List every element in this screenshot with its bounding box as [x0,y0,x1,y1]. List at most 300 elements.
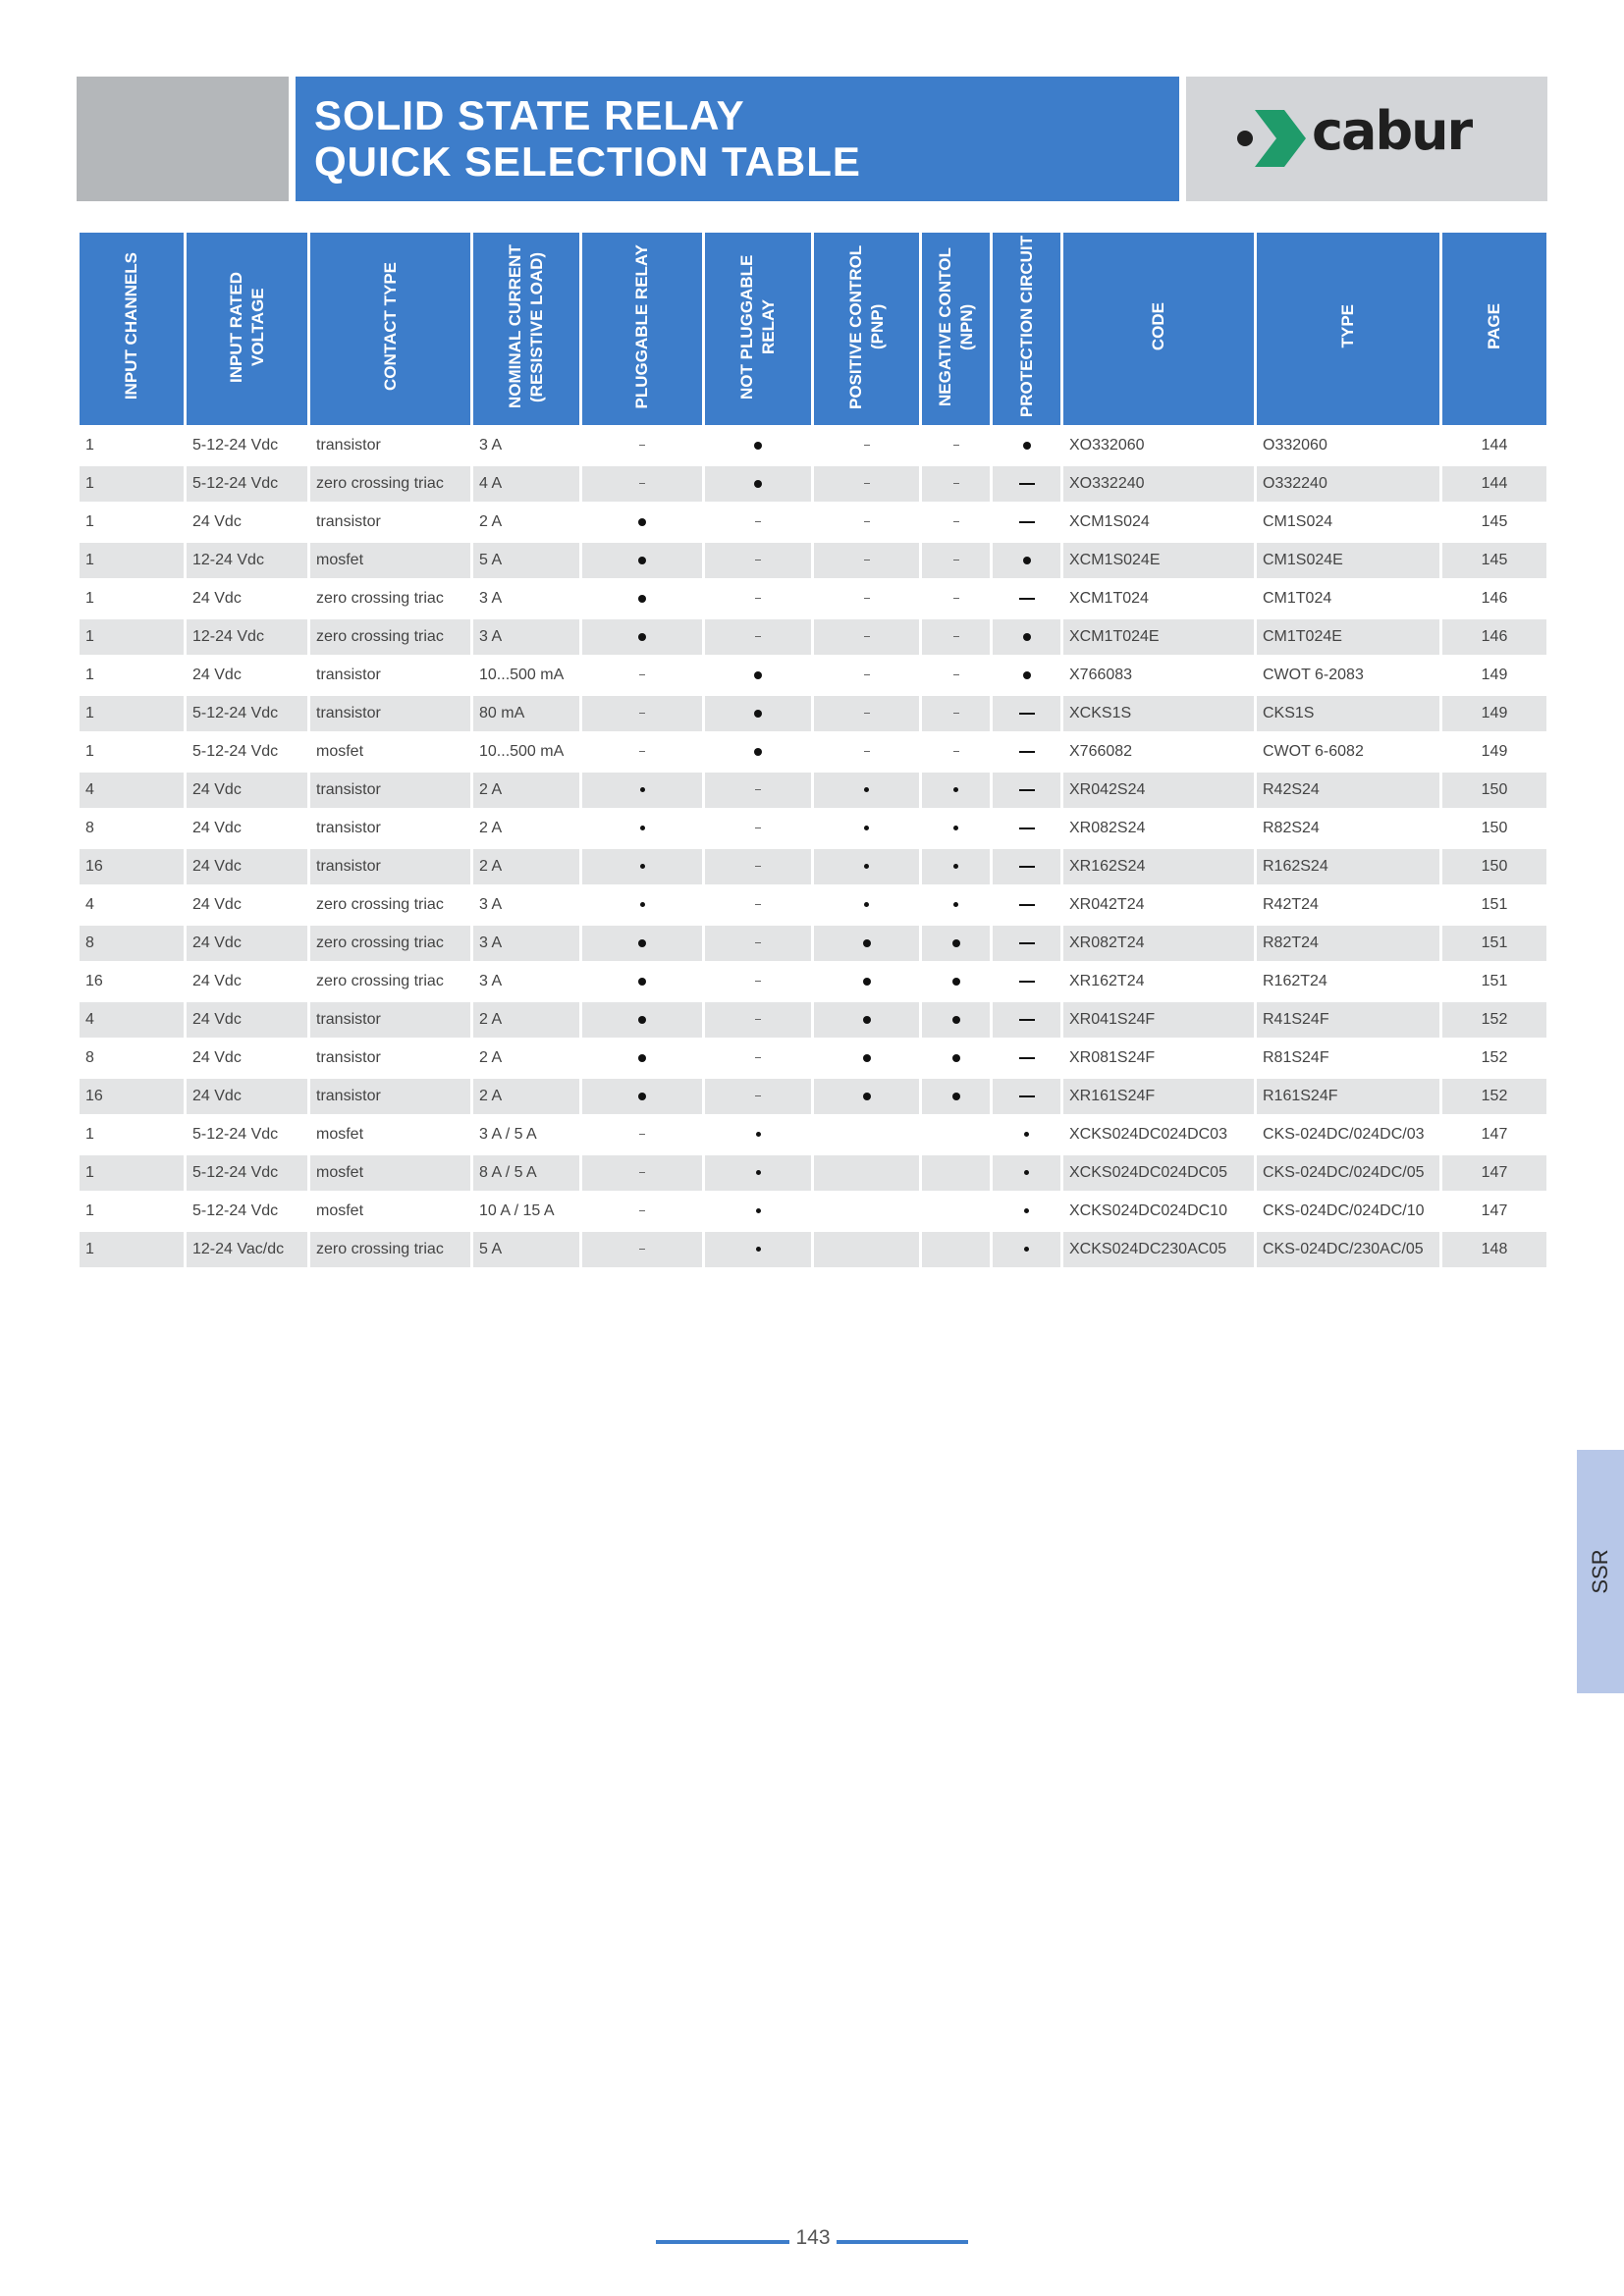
bullet-mark [756,1247,761,1252]
table-row [80,926,1546,961]
table-row [80,1002,1546,1038]
cell-plug [582,658,702,693]
cell-pnp [814,1155,919,1191]
cell-pnp [814,1002,919,1038]
cell-type: CM1S024E [1257,543,1439,578]
table-row [80,773,1546,808]
cell-contact: mosfet [310,1155,470,1191]
cell-ch: 8 [85,820,94,836]
cell-notplug [705,964,811,999]
bullet-mark [754,480,762,488]
cell-plug [582,619,702,655]
dash-mark [864,598,870,599]
cell-type: R162T24 [1263,973,1327,989]
cell-notplug [705,926,811,961]
cell-ch: 1 [80,1155,184,1191]
cell-code: XCM1S024 [1069,513,1150,530]
cell-current: 10...500 mA [479,743,565,760]
cell-ch: 4 [80,1002,184,1038]
cell-ch: 1 [80,1232,184,1267]
bullet-mark [640,787,645,792]
cell-ch: 4 [85,896,94,913]
footer-line-left [656,2240,789,2244]
col-header: NOT PLUGGABLE RELAY [705,233,811,425]
dash-mark [953,598,959,599]
dash-mark [639,1249,645,1250]
cell-npn [922,1079,990,1114]
cell-page: 146 [1481,590,1508,607]
col-header: INPUT RATED VOLTAGE [187,233,307,425]
cell-code: XCKS024DC024DC05 [1063,1155,1254,1191]
cell-contact: zero crossing triac [316,896,444,913]
cell-volt: 24 Vdc [192,513,242,530]
cell-page: 147 [1481,1202,1508,1219]
cell-npn [922,811,990,846]
cell-volt: 5-12-24 Vdc [192,743,279,760]
section-tab-label: SSR [1588,1549,1612,1594]
table-row [80,849,1546,884]
cell-ch: 1 [80,543,184,578]
cell-ch: 16 [80,849,184,884]
cell-prot [993,658,1060,693]
cell-prot [993,849,1060,884]
cell-code: XR082S24 [1069,820,1146,836]
cell-type: R161S24F [1257,1079,1439,1114]
cell-volt: 24 Vdc [192,667,242,683]
cell-ch: 4 [80,773,184,808]
title-line-2: QUICK SELECTION TABLE [314,138,861,185]
cell-type: CM1S024 [1263,513,1333,530]
dash-mark [953,751,959,752]
bullet-mark [756,1208,761,1213]
cell-contact: zero crossing triac [316,973,444,989]
cell-page: 145 [1442,543,1546,578]
bullet-mark [863,1016,871,1024]
cell-plug [582,1079,702,1114]
dash-mark [755,789,761,790]
dash-mark [864,636,870,637]
table-row [80,734,1546,770]
cell-prot [993,505,1060,540]
cell-notplug [705,696,811,731]
cell-prot [993,926,1060,961]
cell-code: XCM1T024 [1069,590,1149,607]
cell-page: 145 [1481,513,1508,530]
cell-plug [582,1002,702,1038]
cell-code: XR082T24 [1063,926,1254,961]
col-header: POSITIVE CONTROL (PNP) [814,233,919,425]
section-tab [1577,1450,1624,1693]
cell-current: 2 A [473,1002,579,1038]
cell-page: 152 [1442,1079,1546,1114]
cell-page: 149 [1442,696,1546,731]
cell-plug [582,926,702,961]
cell-type: CWOT 6-6082 [1263,743,1364,760]
cell-notplug [705,1079,811,1114]
cell-contact: zero crossing triac [316,590,444,607]
cell-current: 10...500 mA [479,667,565,683]
cell-code: XCKS1S [1063,696,1254,731]
bullet-mark [863,1093,871,1100]
cell-prot [993,811,1060,846]
cell-type: R82S24 [1263,820,1320,836]
dash-mark [953,483,959,484]
bullet-mark [953,864,958,869]
cell-pnp [814,619,919,655]
cell-code: XCKS024DC024DC10 [1069,1202,1227,1219]
cell-ch: 1 [80,696,184,731]
dash-mark [1019,789,1035,791]
cell-volt: 5-12-24 Vdc [187,696,307,731]
bullet-mark [754,748,762,756]
cell-notplug [705,1002,811,1038]
cell-contact: transistor [316,513,381,530]
cell-prot [993,466,1060,502]
cell-current: 3 A [479,590,503,607]
cell-plug [582,1041,702,1076]
cell-pnp [814,658,919,693]
bullet-mark [863,978,871,986]
cell-current: 2 A [479,1049,503,1066]
cell-volt: 12-24 Vdc [187,619,307,655]
cell-current: 3 A [473,619,579,655]
table-row [80,619,1546,655]
cell-contact: transistor [310,849,470,884]
cell-code: X766082 [1069,743,1133,760]
page-title [314,92,861,185]
cell-npn [922,926,990,961]
dash-mark [864,560,870,561]
dash-mark [1019,713,1035,715]
cell-type: R82T24 [1257,926,1439,961]
col-header: PAGE [1442,233,1546,425]
cell-current: 2 A [473,849,579,884]
cell-ch: 1 [80,619,184,655]
cell-pnp [814,1117,919,1152]
cell-contact: transistor [316,820,381,836]
cell-ch: 1 [85,743,94,760]
cell-npn [922,1041,990,1076]
bullet-mark [638,633,646,641]
dash-mark [1019,904,1035,906]
bullet-mark [952,1016,960,1024]
cell-npn [922,773,990,808]
cell-npn [922,619,990,655]
cell-notplug [705,1117,811,1152]
brand-logo [1186,77,1547,201]
table-row [80,466,1546,502]
table-row [80,811,1546,846]
cell-notplug [705,619,811,655]
dash-mark [1019,828,1035,829]
cell-type: O332240 [1257,466,1439,502]
cell-ch: 1 [80,466,184,502]
cell-ch: 8 [80,926,184,961]
table-row [80,1194,1546,1229]
cell-contact: transistor [316,667,381,683]
dash-mark [864,751,870,752]
dash-mark [1019,598,1035,600]
cell-plug [582,849,702,884]
cell-contact: zero crossing triac [310,926,470,961]
cell-pnp [814,428,919,463]
cell-volt: 24 Vdc [192,896,242,913]
cell-pnp [814,926,919,961]
cell-page: 144 [1442,466,1546,502]
cell-plug [582,505,702,540]
page-number: 143 [795,2226,831,2249]
dash-mark [755,981,761,982]
cell-current: 80 mA [473,696,579,731]
cell-page: 149 [1481,743,1508,760]
cell-npn [922,887,990,923]
cell-npn [922,1002,990,1038]
cell-pnp [814,1079,919,1114]
col-header: NEGATIVE CONTOL (NPN) [922,233,990,425]
cell-code: XR162S24 [1063,849,1254,884]
cell-pnp [814,1194,919,1229]
dash-mark [755,521,761,522]
cell-ch: 1 [85,667,94,683]
cell-npn [922,658,990,693]
dash-mark [1019,521,1035,523]
cell-prot [993,1194,1060,1229]
bullet-mark [1024,1170,1029,1175]
cell-page: 152 [1442,1002,1546,1038]
title-line-1: SOLID STATE RELAY [314,92,745,138]
cell-pnp [814,887,919,923]
bullet-mark [863,939,871,947]
cell-prot [993,1079,1060,1114]
cell-plug [582,466,702,502]
cell-npn [922,1194,990,1229]
cell-current: 4 A [473,466,579,502]
cell-contact: zero crossing triac [310,466,470,502]
cell-contact: transistor [310,696,470,731]
cell-volt: 12-24 Vac/dc [187,1232,307,1267]
dash-mark [755,1057,761,1058]
dash-mark [755,1095,761,1096]
bullet-mark [864,826,869,830]
cell-volt: 24 Vdc [192,590,242,607]
cell-page: 151 [1481,973,1508,989]
bullet-mark [754,671,762,679]
dash-mark [755,598,761,599]
dash-mark [639,1172,645,1173]
footer-line-right [837,2240,968,2244]
cell-volt: 24 Vdc [187,849,307,884]
cell-npn [922,428,990,463]
dash-mark [755,1019,761,1020]
cell-npn [922,505,990,540]
cell-pnp [814,734,919,770]
table-row [80,1155,1546,1191]
cell-code: XR162T24 [1069,973,1145,989]
cell-pnp [814,696,919,731]
cell-notplug [705,1041,811,1076]
cell-pnp [814,543,919,578]
cell-current: 3 A [479,973,503,989]
dash-mark [639,1210,645,1211]
cell-code: XR161S24F [1063,1079,1254,1114]
bullet-mark [952,978,960,986]
dash-mark [639,445,645,446]
cell-page: 150 [1442,849,1546,884]
cell-volt: 24 Vdc [187,773,307,808]
cell-contact: mosfet [316,1126,364,1143]
dash-mark [755,904,761,905]
bullet-mark [640,826,645,830]
cell-volt: 5-12-24 Vdc [187,1155,307,1191]
table-row [80,696,1546,731]
bullet-mark [953,787,958,792]
cell-contact: transistor [310,1002,470,1038]
cell-page: 147 [1481,1126,1508,1143]
cell-current: 10 A / 15 A [479,1202,555,1219]
bullet-mark [952,939,960,947]
cell-current: 3 A [479,437,503,454]
dash-mark [953,521,959,522]
dash-mark [1019,483,1035,485]
cell-pnp [814,849,919,884]
cell-prot [993,1117,1060,1152]
header-grey-block [77,77,289,201]
cell-pnp [814,811,919,846]
dash-mark [864,713,870,714]
table-row [80,1079,1546,1114]
table-row [80,887,1546,923]
cell-current: 2 A [479,820,503,836]
col-header: CONTACT TYPE [310,233,470,425]
cell-page: 149 [1481,667,1508,683]
cell-page: 150 [1442,773,1546,808]
bullet-mark [1024,1247,1029,1252]
bullet-mark [1023,671,1031,679]
bullet-mark [952,1093,960,1100]
cell-current: 3 A / 5 A [479,1126,537,1143]
cell-plug [582,428,702,463]
cell-current: 5 A [473,543,579,578]
dash-mark [1019,751,1035,753]
bullet-mark [756,1170,761,1175]
cell-plug [582,811,702,846]
cell-plug [582,734,702,770]
cell-notplug [705,811,811,846]
cell-current: 2 A [473,1079,579,1114]
cell-ch: 1 [85,590,94,607]
bullet-mark [638,1054,646,1062]
cell-code: XO332060 [1069,437,1145,454]
cell-page: 147 [1442,1155,1546,1191]
cell-notplug [705,428,811,463]
cell-type: R162S24 [1257,849,1439,884]
dash-mark [1019,1095,1035,1097]
cell-notplug [705,849,811,884]
bullet-mark [638,557,646,564]
cell-notplug [705,1194,811,1229]
selection-table [77,230,1549,1270]
cell-type: O332060 [1263,437,1327,454]
cell-prot [993,1041,1060,1076]
cell-volt: 24 Vdc [187,1002,307,1038]
cell-current: 3 A [473,926,579,961]
table-row [80,428,1546,463]
cell-page: 148 [1442,1232,1546,1267]
dash-mark [1019,942,1035,944]
cell-notplug [705,543,811,578]
dash-mark [755,942,761,943]
cell-type: R81S24F [1263,1049,1329,1066]
cell-notplug [705,1155,811,1191]
dash-mark [864,483,870,484]
cell-volt: 5-12-24 Vdc [192,437,279,454]
cell-contact: transistor [316,437,381,454]
bullet-mark [864,902,869,907]
cell-volt: 24 Vdc [192,973,242,989]
col-header: TYPE [1257,233,1439,425]
cell-npn [922,1232,990,1267]
cell-page: 146 [1442,619,1546,655]
cell-npn [922,543,990,578]
dash-mark [864,674,870,675]
bullet-mark [638,939,646,947]
cell-pnp [814,1041,919,1076]
dash-mark [639,1134,645,1135]
dash-mark [639,483,645,484]
dash-mark [755,866,761,867]
cell-prot [993,619,1060,655]
cell-npn [922,1155,990,1191]
cell-page: 151 [1442,926,1546,961]
cell-npn [922,466,990,502]
cell-type: R42S24 [1257,773,1439,808]
cell-volt: 5-12-24 Vdc [192,1126,279,1143]
dash-mark [639,751,645,752]
bullet-mark [953,902,958,907]
bullet-mark [640,902,645,907]
cell-volt: 24 Vdc [187,926,307,961]
cell-plug [582,696,702,731]
dash-mark [639,713,645,714]
cell-volt: 24 Vdc [187,1079,307,1114]
dash-mark [1019,1057,1035,1059]
cell-type: R41S24F [1257,1002,1439,1038]
bullet-mark [1023,633,1031,641]
cell-code: XO332240 [1063,466,1254,502]
table-row [80,964,1546,999]
cell-current: 2 A [473,773,579,808]
cell-prot [993,964,1060,999]
bullet-mark [640,864,645,869]
cell-contact: mosfet [316,1202,364,1219]
cell-page: 151 [1481,896,1508,913]
cell-page: 150 [1481,820,1508,836]
cell-npn [922,734,990,770]
cell-pnp [814,466,919,502]
dash-mark [1019,866,1035,868]
cabur-logo-icon [1233,110,1306,167]
dash-mark [755,636,761,637]
cell-current: 3 A [479,896,503,913]
bullet-mark [638,518,646,526]
cell-volt: 24 Vdc [192,1049,242,1066]
cell-type: CKS-024DC/230AC/05 [1257,1232,1439,1267]
cell-volt: 5-12-24 Vdc [192,1202,279,1219]
col-header: CODE [1063,233,1254,425]
cell-code: XR042S24 [1063,773,1254,808]
table-row [80,581,1546,616]
cell-code: XR042T24 [1069,896,1145,913]
